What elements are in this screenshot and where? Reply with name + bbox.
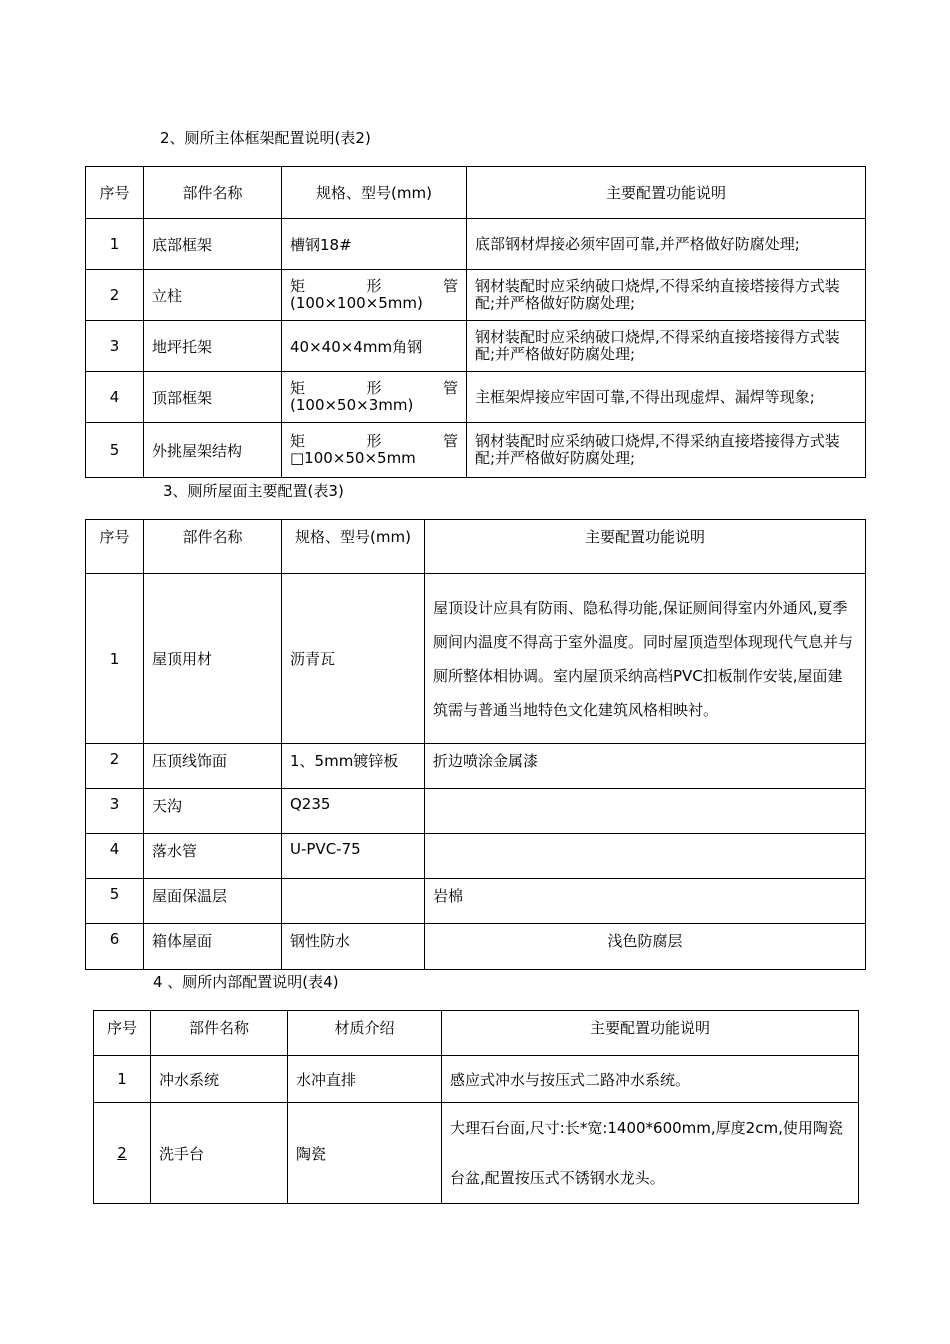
spec-line-1: 矩 形 管 <box>290 277 458 295</box>
row-no: 2 <box>94 1103 151 1204</box>
row-desc: 浅色防腐层 <box>425 924 866 970</box>
header-no: 序号 <box>86 520 144 574</box>
row-no: 1 <box>94 1056 151 1103</box>
table-row <box>86 321 866 372</box>
row-name: 屋顶用材 <box>144 574 282 744</box>
roof-config-table <box>85 519 866 970</box>
header-spec: 规格、型号(mm) <box>282 520 425 574</box>
table-row <box>86 744 866 789</box>
row-name: 顶部框架 <box>144 372 282 423</box>
table-header-row <box>94 1011 859 1056</box>
row-spec: U-PVC-75 <box>282 834 425 879</box>
table-row <box>86 924 866 970</box>
row-name: 洗手台 <box>151 1103 288 1204</box>
table-row <box>86 574 866 744</box>
table-row <box>86 423 866 478</box>
table-row <box>86 879 866 924</box>
row-desc: 折边喷涂金属漆 <box>425 744 866 789</box>
row-desc: 底部钢材焊接必须牢固可靠,并严格做好防腐处理; <box>467 219 866 270</box>
row-no: 5 <box>86 879 144 924</box>
spec-line-2: (100×50×3mm) <box>290 396 414 414</box>
table3-caption: 3、厕所屋面主要配置(表3) <box>163 482 344 500</box>
row-desc: 钢材装配时应采纳破口烧焊,不得采纳直接塔接得方式装配;并严格做好防腐处理; <box>467 270 866 321</box>
row-name: 地坪托架 <box>144 321 282 372</box>
table-row <box>86 270 866 321</box>
row-name: 箱体屋面 <box>144 924 282 970</box>
row-name: 天沟 <box>144 789 282 834</box>
row-name: 落水管 <box>144 834 282 879</box>
spec-line-1: 矩 形 管 <box>290 432 458 450</box>
table-header-row <box>86 520 866 574</box>
row-no: 1 <box>86 219 144 270</box>
row-desc: 大理石台面,尺寸:长*宽:1400*600mm,厚度2cm,使用陶瓷台盆,配置按压式不锈钢水龙头。 <box>442 1103 859 1204</box>
row-no: 6 <box>86 924 144 970</box>
table4-caption: 4 、厕所内部配置说明(表4) <box>153 973 339 991</box>
header-desc: 主要配置功能说明 <box>467 167 866 219</box>
row-spec: 钢性防水 <box>282 924 425 970</box>
row-spec: 1、5mm镀锌板 <box>282 744 425 789</box>
header-no: 序号 <box>94 1011 151 1056</box>
spec-line-1: 矩 形 管 <box>290 379 458 397</box>
row-desc: 岩棉 <box>425 879 866 924</box>
frame-config-table <box>85 166 866 478</box>
row-name: 底部框架 <box>144 219 282 270</box>
row-spec <box>282 879 425 924</box>
header-name: 部件名称 <box>151 1011 288 1056</box>
row-spec: 沥青瓦 <box>282 574 425 744</box>
table-row <box>94 1103 859 1204</box>
table-row <box>86 219 866 270</box>
row-no: 3 <box>86 321 144 372</box>
header-name: 部件名称 <box>144 167 282 219</box>
row-desc: 钢材装配时应采纳破口烧焊,不得采纳直接塔接得方式装配;并严格做好防腐处理; <box>467 423 866 478</box>
table-row <box>94 1056 859 1103</box>
row-spec: 槽钢18# <box>282 219 467 270</box>
row-spec <box>282 270 467 321</box>
row-spec <box>282 372 467 423</box>
row-material: 水冲直排 <box>288 1056 442 1103</box>
header-desc: 主要配置功能说明 <box>442 1011 859 1056</box>
spec-line-2: (100×100×5mm) <box>290 294 423 312</box>
header-material: 材质介绍 <box>288 1011 442 1056</box>
row-spec: Q235 <box>282 789 425 834</box>
row-name: 冲水系统 <box>151 1056 288 1103</box>
row-material: 陶瓷 <box>288 1103 442 1204</box>
row-name: 外挑屋架结构 <box>144 423 282 478</box>
row-no: 2 <box>86 744 144 789</box>
spec-line-2: □100×50×5mm <box>290 449 416 467</box>
row-no: 1 <box>86 574 144 744</box>
row-desc: 主框架焊接应牢固可靠,不得出现虚焊、漏焊等现象; <box>467 372 866 423</box>
row-no: 4 <box>86 834 144 879</box>
row-name: 屋面保温层 <box>144 879 282 924</box>
header-spec: 规格、型号(mm) <box>282 167 467 219</box>
header-desc: 主要配置功能说明 <box>425 520 866 574</box>
header-name: 部件名称 <box>144 520 282 574</box>
row-desc <box>425 834 866 879</box>
interior-config-table <box>93 1010 859 1204</box>
table2-caption: 2、厕所主体框架配置说明(表2) <box>160 129 371 147</box>
row-spec <box>282 423 467 478</box>
table-row <box>86 372 866 423</box>
row-no: 4 <box>86 372 144 423</box>
table-row <box>86 834 866 879</box>
row-name: 立柱 <box>144 270 282 321</box>
row-desc <box>425 789 866 834</box>
row-no: 5 <box>86 423 144 478</box>
table-header-row <box>86 167 866 219</box>
row-desc: 感应式冲水与按压式二路冲水系统。 <box>442 1056 859 1103</box>
row-desc: 屋顶设计应具有防雨、隐私得功能,保证厕间得室内外通风,夏季厕间内温度不得高于室外温度。同时屋顶造型体现现代气息并与厕所整体相协调。室内屋顶采纳高档PVC扣板制作安装,屋面建筑需与普通当地特色文化建筑风格相映衬。 <box>425 574 866 744</box>
row-no: 3 <box>86 789 144 834</box>
row-no: 2 <box>86 270 144 321</box>
header-no: 序号 <box>86 167 144 219</box>
row-spec: 40×40×4mm角钢 <box>282 321 467 372</box>
row-desc: 钢材装配时应采纳破口烧焊,不得采纳直接塔接得方式装配;并严格做好防腐处理; <box>467 321 866 372</box>
row-name: 压顶线饰面 <box>144 744 282 789</box>
table-row <box>86 789 866 834</box>
